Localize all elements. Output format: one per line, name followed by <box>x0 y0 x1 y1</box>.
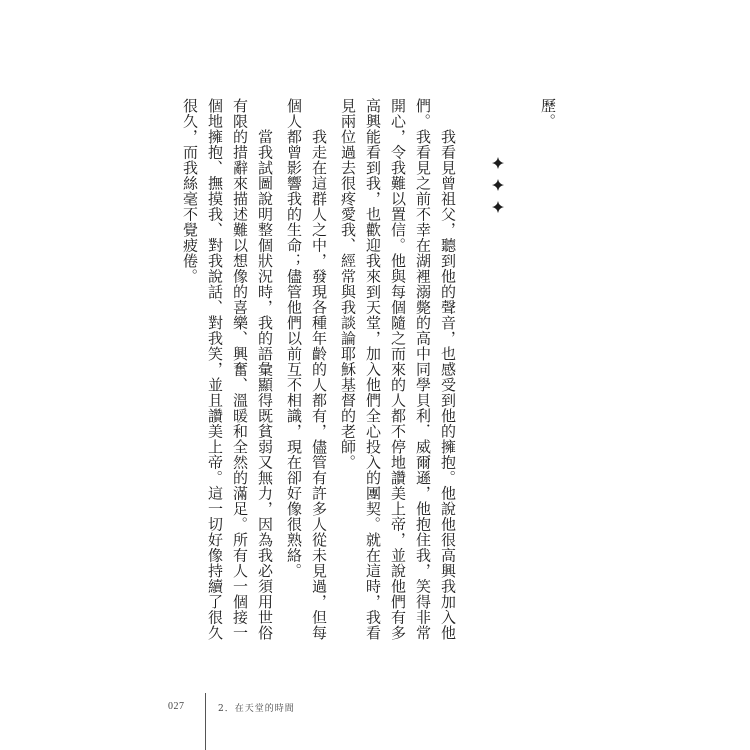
text-line: 我走在這群人之中，發現各種年齡的人都有，儘管有許多人從未見過，但每 <box>310 129 328 641</box>
text-line: 當我試圖說明整個狀況時，我的語彙顯得既貧弱又無力，因為我必須用世俗 <box>256 129 274 641</box>
text-line: 個地擁抱、撫摸我、對我說話、對我笑，並且讚美上帝。這一切好像持續了很久 <box>206 98 224 641</box>
section-break-ornament <box>491 155 505 215</box>
text-line: 見兩位過去很疼愛我、經常與我談論耶穌基督的老師。 <box>339 98 357 470</box>
text-line: 們。我看見之前不幸在湖裡溺斃的高中同學貝利．威爾遜，他抱住我，笑得非常 <box>414 98 432 641</box>
text-line: 開心，令我難以置信。他與每個隨之而來的人都不停地讚美上帝，並說他們有多 <box>389 98 407 641</box>
page-number: 027 <box>168 701 185 712</box>
text-line: 很久，而我絲毫不覺疲倦。 <box>181 98 199 284</box>
running-chapter-title: 2．在天堂的時間 <box>218 704 295 714</box>
four-pointed-star-icon <box>492 179 504 191</box>
text-line: 有限的措辭來描述難以想像的喜樂、興奮、溫暖和全然的滿足。所有人一個接一 <box>231 98 249 641</box>
text-line: 個人都曾影響我的生命；儘管他們以前互不相識，現在卻好像很熟絡。 <box>285 98 303 579</box>
four-pointed-star-icon <box>492 157 504 169</box>
four-pointed-star-icon <box>492 201 504 213</box>
footer-divider <box>205 693 206 750</box>
text-line: 高興能看到我，也歡迎我來到天堂，加入他們全心投入的團契。就在這時，我看 <box>364 98 382 641</box>
text-line: 歷。 <box>539 98 557 129</box>
text-line: 我看見曾祖父，聽到他的聲音，也感受到他的擁抱。他說他很高興我加入他 <box>439 129 457 641</box>
